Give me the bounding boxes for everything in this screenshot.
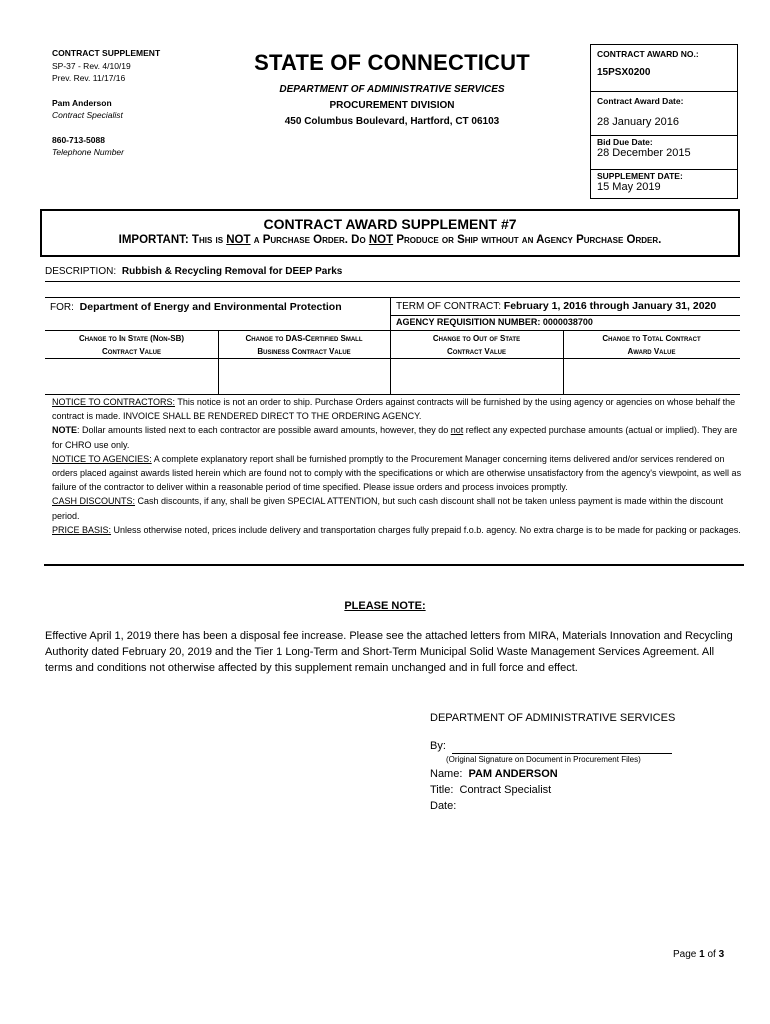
col-total	[563, 332, 740, 358]
col-in-state	[45, 332, 218, 358]
important-label: IMPORTANT:	[118, 234, 189, 246]
notice-price-heading: PRICE BASIS:	[52, 524, 112, 535]
supplement-date-label: SUPPLEMENT DATE:	[597, 171, 683, 181]
term-label: TERM OF CONTRACT:	[396, 301, 501, 312]
notice-note-text-b: reflect any expected purchase amounts (actual or implied). They are for CHRO use only.	[52, 425, 738, 450]
notice-contractors-text: This notice is not an order to ship. Purchase Orders against contracts will be furnished by the using agency or agencies on whose behalf the contract is made. INVOICE SHALL BE RENDERED DIRECT TO THE ORDERING AGENCY.	[52, 397, 736, 422]
state-title: STATE OF CONNECTICUT	[254, 50, 530, 75]
header-contact-block	[52, 47, 160, 159]
important-text-a: This is	[191, 234, 224, 246]
supplement-date: 15 May 2019	[597, 181, 661, 193]
form-revision: SP-37 - Rev. 4/10/19	[52, 60, 131, 71]
notice-note	[52, 423, 742, 451]
notices-block	[52, 395, 742, 537]
signature-note: (Original Signature on Document in Procurement Files)	[446, 755, 641, 764]
signature-title-row	[430, 782, 675, 798]
notice-note-not: not	[450, 425, 464, 436]
col-in-state-line2: Contract Value	[102, 347, 161, 356]
division-name: PROCUREMENT DIVISION	[329, 100, 455, 111]
signature-date-label: Date:	[430, 800, 457, 812]
col-total-line2: Award Value	[627, 347, 676, 356]
supplement-banner	[40, 209, 740, 257]
contact-phone: 860-713-5088	[52, 134, 105, 145]
signature-name: PAM ANDERSON	[468, 768, 558, 780]
term-value: February 1, 2016 through January 31, 2020	[503, 300, 717, 312]
col-in-state-line1: Change to In State (Non-SB)	[78, 334, 185, 343]
col-out-of-state	[390, 332, 563, 358]
for-row	[50, 301, 342, 313]
notice-cash-heading: CASH DISCOUNTS:	[52, 496, 136, 507]
signature-by-label: By:	[430, 740, 446, 752]
notice-note-heading: NOTE	[52, 425, 78, 436]
requisition-label: AGENCY REQUISITION NUMBER:	[396, 317, 541, 327]
requisition-row	[396, 317, 593, 327]
signature-dept: DEPARTMENT OF ADMINISTRATIVE SERVICES	[430, 712, 676, 724]
page-number	[673, 949, 724, 960]
bid-due-date: 28 December 2015	[597, 147, 691, 159]
page-word: Page	[673, 949, 697, 960]
notices-divider	[44, 564, 744, 566]
col-out-of-state-line1: Change to Out of State	[432, 334, 521, 343]
term-row	[396, 300, 716, 312]
signature-title-label: Title:	[430, 784, 454, 796]
description-value: Rubbish & Recycling Removal for DEEP Parks	[121, 266, 343, 277]
for-label: FOR:	[50, 302, 74, 313]
award-number-label: CONTRACT AWARD NO.:	[597, 49, 699, 59]
contact-title: Contract Specialist	[52, 110, 123, 120]
important-text-b: a Purchase Order. Do	[253, 234, 366, 246]
contact-name: Pam Anderson	[52, 97, 112, 108]
notice-contractors	[52, 395, 742, 423]
col-das-small-line2: Business Contract Value	[257, 347, 351, 356]
award-number: 15PSX0200	[597, 67, 651, 78]
form-id: CONTRACT SUPPLEMENT	[52, 48, 161, 58]
form-prev-revision: Prev. Rev. 11/17/16	[52, 73, 126, 83]
description-row	[45, 266, 740, 282]
important-not-2: NOT	[368, 234, 394, 246]
supplement-title: CONTRACT AWARD SUPPLEMENT #7	[263, 216, 517, 232]
department-name: DEPARTMENT OF ADMINISTRATIVE SERVICES	[279, 84, 505, 95]
bid-due-label: Bid Due Date:	[597, 137, 653, 147]
important-notice	[42, 234, 738, 246]
requisition-number: 0000038700	[542, 317, 593, 327]
please-note-heading: PLEASE NOTE:	[344, 600, 426, 612]
contract-value-grid	[45, 297, 740, 395]
award-date-label: Contract Award Date:	[597, 96, 684, 106]
document-title-block	[222, 50, 562, 130]
important-text-c: Produce or Ship without an Agency Purchase Order.	[396, 234, 662, 246]
award-date-cell	[591, 92, 737, 136]
please-note-body: Effective April 1, 2019 there has been a disposal fee increase. Please see the attached letters from MIRA, Materials Innovation and Recycling Authority dated February 20, 2019 and the Tier 1 Long-Term and Short-Term Municipal Solid Waste Management Services Agreement. All terms and conditions not otherwise affected by this supplement remain unchanged and in full force and effect.	[45, 630, 733, 674]
award-date: 28 January 2016	[597, 116, 679, 128]
notice-agencies	[52, 452, 742, 495]
notice-contractors-heading: NOTICE TO CONTRACTORS:	[52, 397, 176, 407]
page-total: 3	[718, 949, 725, 960]
description-label: DESCRIPTION:	[45, 266, 117, 277]
page-current: 1	[699, 949, 705, 960]
signature-line	[452, 741, 672, 754]
notice-note-text-a: : Dollar amounts listed next to each contractor are possible award amounts, however, they do	[77, 425, 451, 436]
notice-cash-text: Cash discounts, if any, shall be given SPECIAL ATTENTION, but such cash discount shall not be taken unless payment is made within the discount period.	[52, 496, 724, 521]
col-out-of-state-line2: Contract Value	[447, 347, 506, 356]
notice-agencies-text: A complete explanatory report shall be furnished promptly to the Procurement Manager concerning items delivered and/or services rendered on orders placed against awards listed herein which are found not to comply with the specifications or which are otherwise unsatisfactory from the agency's viewpoint, as well as failure of the contractor to deliver within a reasonable period of time specified. Please issue orders and process invoices promptly.	[52, 453, 742, 493]
page-of: of	[707, 949, 716, 960]
signature-by-row	[430, 738, 675, 754]
contract-award-box	[590, 44, 738, 199]
notice-agencies-heading: NOTICE TO AGENCIES:	[52, 453, 152, 464]
for-value: Department of Energy and Environmental Protection	[79, 301, 342, 313]
division-address: 450 Columbus Boulevard, Hartford, CT 06103	[284, 116, 500, 127]
col-total-line1: Change to Total Contract	[602, 334, 701, 343]
notice-cash	[52, 494, 742, 522]
signature-name-label: Name:	[430, 768, 463, 780]
award-number-cell	[591, 45, 737, 92]
notice-price	[52, 523, 742, 537]
signature-block	[430, 710, 675, 814]
bid-due-cell	[591, 135, 737, 170]
contact-phone-label: Telephone Number	[52, 147, 124, 157]
notice-price-text: Unless otherwise noted, prices include delivery and transportation charges fully prepaid f.o.b. agency. No extra charge is to be made for packing or packages.	[111, 524, 741, 535]
col-das-small	[218, 332, 390, 358]
important-not-1: NOT	[226, 234, 251, 246]
signature-title: Contract Specialist	[459, 784, 552, 796]
col-das-small-line1: Change to DAS-Certified Small	[245, 334, 363, 343]
signature-name-row	[430, 766, 675, 782]
supplement-date-cell	[591, 170, 737, 198]
